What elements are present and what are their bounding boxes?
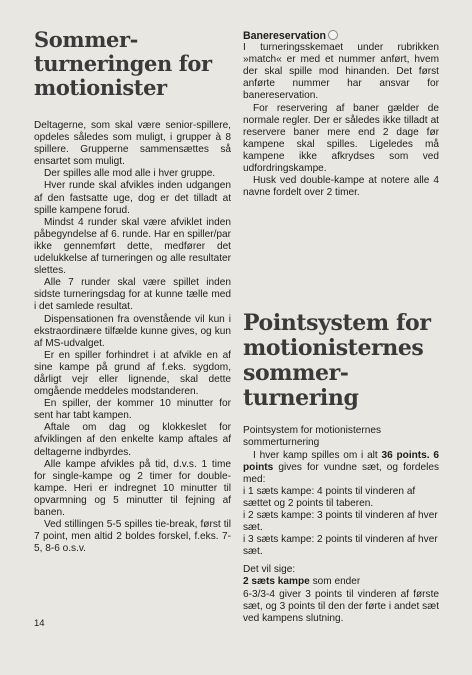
right-title-line: sommer- <box>243 360 349 387</box>
paragraph-late: En spiller, der kommer 10 minutter for sent har tabt kampen. <box>34 398 231 422</box>
paragraph-scheduling: Aftale om dag og klokkeslet for afviklingen af den enkelte kamp aftales af deltagerne indbyrdes. <box>34 422 231 458</box>
rule-three-sets: i 3 sæts kampe: 2 points til vinderen af hver sæt. <box>243 534 438 558</box>
right-title-line: turnering <box>243 385 359 412</box>
paragraph-bane-3: Husk ved double-kampe at notere alle 4 navne fordelt over 2 timer. <box>243 175 439 199</box>
points-tail-text: gives for vundne sæt, og fordeles med: <box>243 461 439 485</box>
paragraph-time-limits: Alle kampe afvikles på tid, d.v.s. 1 time for single-kampe og 2 timer for double-kampe. Heri er indregnet 10 minutter til opvarmning og 5 minutter til fejning af banen. <box>34 458 231 518</box>
banereservation-heading-text: Banereservation <box>243 30 327 42</box>
paragraph-round-deadline: Hver runde skal afvikles inden udgangen af den fastsatte uge, dog er det tilladt at spille kampene forud. <box>34 180 231 216</box>
example-text: 6-3/3-4 giver 3 points til vinderen af første sæt, og 3 points til den der førte i andet sæt ved kampens slutning. <box>243 588 439 624</box>
paragraph-all-rounds: Alle 7 runder skal være spillet inden sidste turneringsdag for at kunne tælle med i det samlede resultat. <box>34 277 231 313</box>
right-title-line: motionisternes <box>243 335 424 362</box>
circle-icon <box>328 30 338 40</box>
left-title-line: Sommer- <box>34 27 138 52</box>
page-number: 14 <box>34 618 45 629</box>
right-title <box>243 311 439 411</box>
right-title-line: Pointsystem for <box>243 310 431 337</box>
paragraph-absence: Er en spiller forhindret i at afvikle en af sine kampe på grund af f.eks. sygdom, dårligt vejr eller lignende, skal dette omgående meddeles modstanderen. <box>34 349 231 398</box>
banereservation-heading <box>243 30 439 42</box>
points-lead-text: I hver kamp spilles om i alt <box>253 449 382 461</box>
left-column <box>34 28 231 555</box>
points-intro: Pointsystem for motionisternes sommerturnering <box>243 425 382 449</box>
left-title-line: turneringen for <box>34 51 212 76</box>
paragraph-min-rounds: Mindst 4 runder skal være afviklet inden påbegyndelse af 6. runde. Har en spiller/par ikke gennemført dette, medfører det udelukkelse af turneringen og alle resultater slettes. <box>34 216 231 277</box>
example-bold: 2 sæts kampe <box>243 576 310 588</box>
points-per-set: 6 points <box>243 449 439 473</box>
points-total: 36 points. <box>381 449 430 461</box>
left-title <box>34 28 231 100</box>
example-label: Det vil sige: <box>243 564 296 576</box>
paragraph-seniors: Deltagerne, som skal være senior-spillere, opdeles således som muligt, i grupper à 8 spillere. Grupperne sammensættes så ensartet som muligt. <box>34 120 231 168</box>
paragraph-dispensation: Dispensationen fra ovenstående vil kun i ekstraordinære tilfælde kunne gives, og kun af MS-udvalget. <box>34 313 231 349</box>
example-tail: som ender <box>309 576 361 588</box>
example-heading <box>243 576 439 588</box>
paragraph-round-robin: Der spilles alle mod alle i hver gruppe. <box>44 168 216 180</box>
paragraph-bane-1: I turneringsskemaet under rubrikken »match« er med et nummer anført, hvem der skal spille mod hinanden. Det først anførte nummer har ansvar for banereservation. <box>243 42 439 102</box>
paragraph-tie-break: Ved stillingen 5-5 spilles tie-break, først til 7 point, men altid 2 boldes forskel, f.eks. 7-5, 8-6 o.s.v. <box>34 519 231 555</box>
points-rule-lead <box>243 450 439 486</box>
paragraph-bane-2: For reservering af baner gælder de normale regler. Der er således ikke tilladt at reservere baner mere end 2 dage før kampene skal spilles. Ligeledes må kampene ikke afkrydses som ved udfordringskampe. <box>243 102 439 175</box>
left-title-line: motionister <box>34 75 167 100</box>
rule-two-sets: i 2 sæts kampe: 3 points til vinderen af hver sæt. <box>243 509 438 534</box>
right-column <box>243 30 439 625</box>
spacer <box>243 199 439 311</box>
rule-one-set: i 1 sæts kampe: 4 points til vinderen af sættet og 2 points til taberen. <box>243 485 416 509</box>
